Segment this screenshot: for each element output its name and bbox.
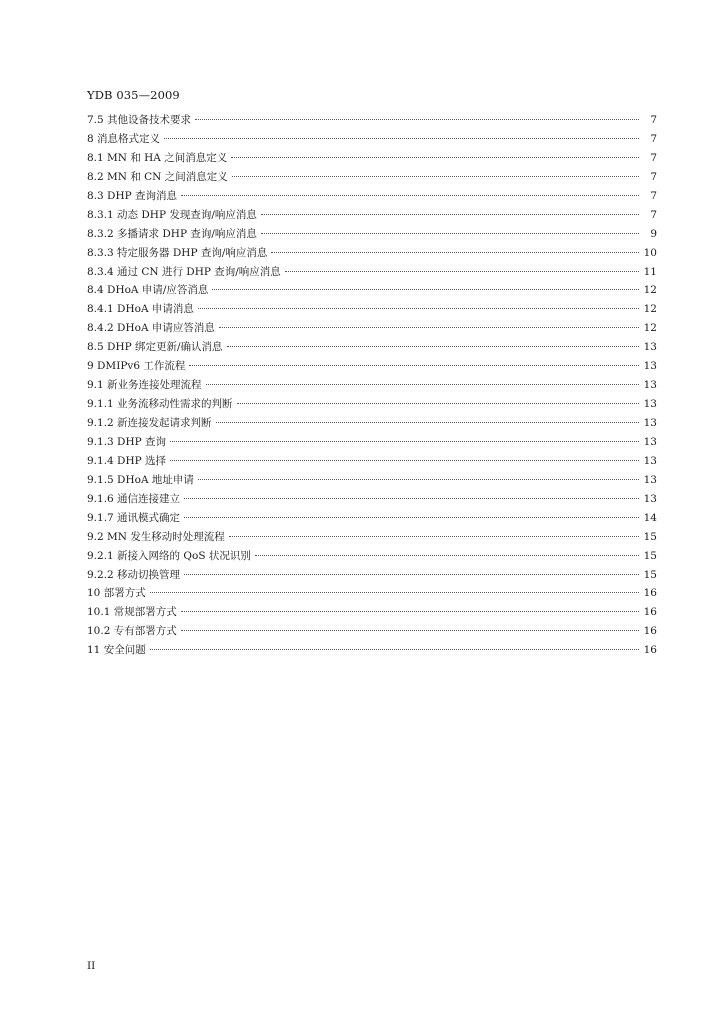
toc-entry-page: 13: [643, 473, 657, 486]
toc-dot-leader: [261, 221, 639, 234]
toc-entry-title: 8.3.4 通过 CN 进行 DHP 查询/响应消息: [87, 265, 281, 278]
toc-entry-page: 9: [650, 227, 657, 240]
toc-dot-leader: [227, 334, 639, 347]
toc-dot-leader: [181, 618, 639, 631]
toc-dot-leader: [216, 410, 639, 423]
toc-dot-leader: [181, 183, 639, 196]
toc-entry-page: 13: [643, 341, 657, 354]
toc-entry-page: 12: [643, 303, 657, 316]
toc-entry-title: 8.3 DHP 查询消息: [87, 189, 178, 202]
toc-dot-leader: [198, 467, 639, 480]
page-number: II: [87, 960, 96, 972]
toc-entry-title: 9.2.2 移动切换管理: [87, 568, 181, 581]
toc-entry-title: 9.1.4 DHP 选择: [87, 454, 167, 467]
toc-entry-page: 12: [643, 322, 657, 335]
toc-entry-page: 12: [643, 284, 657, 297]
toc-entry-page: 13: [643, 398, 657, 411]
toc-entry-page: 13: [643, 492, 657, 505]
toc-entry-page: 7: [650, 189, 657, 202]
toc-dot-leader: [164, 126, 639, 139]
toc-entry-title: 8.2 MN 和 CN 之间消息定义: [87, 170, 228, 183]
table-of-contents: [87, 110, 657, 659]
toc-dot-leader: [212, 277, 639, 290]
toc-entry-title: 9.1.5 DHoA 地址申请: [87, 473, 194, 486]
toc-entry-page: 7: [650, 151, 657, 164]
toc-entry-page: 7: [650, 208, 657, 221]
toc-entry-page: 10: [643, 246, 657, 259]
toc-dot-leader: [232, 164, 639, 177]
toc-entry-title: 9.1.3 DHP 查询: [87, 435, 167, 448]
toc-dot-leader: [219, 315, 639, 328]
toc-entry-title: 8.3.2 多播请求 DHP 查询/响应消息: [87, 227, 257, 240]
toc-entry-title: 8.1 MN 和 HA 之间消息定义: [87, 151, 228, 164]
document-code-header: YDB 035—2009: [87, 88, 180, 102]
toc-entry[interactable]: [87, 640, 657, 659]
toc-entry-title: 9.1.7 通讯模式确定: [87, 511, 181, 524]
toc-dot-leader: [195, 107, 639, 120]
toc-entry-page: 13: [643, 417, 657, 429]
toc-entry-page: 16: [643, 606, 657, 619]
toc-dot-leader: [255, 543, 639, 556]
toc-dot-leader: [150, 637, 639, 650]
toc-entry-page: 13: [643, 379, 657, 392]
toc-dot-leader: [231, 145, 639, 158]
toc-entry-title: 9.1.1 业务流移动性需求的判断: [87, 398, 233, 411]
toc-dot-leader: [206, 372, 639, 385]
toc-entry-page: 7: [650, 170, 657, 183]
toc-entry-page: 16: [643, 644, 657, 657]
toc-dot-leader: [189, 353, 639, 366]
toc-entry-title: 8.4 DHoA 申请/应答消息: [87, 284, 209, 297]
toc-entry-page: 11: [643, 265, 657, 278]
toc-entry-title: 9.1.6 通信连接建立: [87, 492, 181, 505]
toc-entry-page: 15: [643, 530, 657, 543]
toc-entry-title: 9.2 MN 发生移动时处理流程: [87, 530, 225, 543]
toc-entry-title: 9.2.1 新接入网络的 QoS 状况识别: [87, 549, 251, 562]
toc-entry-page: 13: [643, 435, 657, 448]
toc-entry-title: 10 部署方式: [87, 587, 146, 600]
toc-entry-title: 7.5 其他设备技术要求: [87, 114, 192, 126]
toc-entry-title: 8.3.3 特定服务器 DHP 查询/响应消息: [87, 246, 268, 259]
toc-entry-title: 8 消息格式定义: [87, 132, 161, 145]
toc-entry-title: 10.2 专有部署方式: [87, 625, 177, 638]
toc-entry-title: 8.4.1 DHoA 申请消息: [87, 303, 194, 316]
toc-entry-title: 10.1 常规部署方式: [87, 606, 177, 619]
toc-dot-leader: [150, 580, 639, 593]
toc-dot-leader: [170, 429, 639, 442]
toc-entry-page: 7: [650, 132, 657, 145]
toc-dot-leader: [170, 448, 639, 461]
toc-entry-page: 16: [643, 625, 657, 638]
toc-dot-leader: [285, 259, 639, 272]
toc-entry-page: 14: [643, 511, 657, 524]
toc-dot-leader: [184, 562, 639, 575]
toc-entry-page: 13: [643, 454, 657, 467]
toc-dot-leader: [184, 486, 639, 499]
toc-entry-title: 9 DMIPv6 工作流程: [87, 360, 186, 373]
toc-entry-title: 8.4.2 DHoA 申请应答消息: [87, 322, 215, 335]
toc-dot-leader: [229, 524, 639, 537]
toc-dot-leader: [181, 599, 639, 612]
toc-dot-leader: [237, 391, 639, 404]
toc-entry-page: 7: [650, 114, 657, 126]
toc-dot-leader: [198, 296, 639, 309]
toc-entry-title: 8.3.1 动态 DHP 发现查询/响应消息: [87, 208, 257, 221]
toc-entry-page: 15: [643, 549, 657, 562]
toc-entry-title: 9.1 新业务连接处理流程: [87, 379, 202, 392]
toc-dot-leader: [184, 505, 639, 518]
toc-entry-page: 16: [643, 587, 657, 600]
toc-entry-title: 9.1.2 新连接发起请求判断: [87, 417, 212, 429]
toc-entry-page: 13: [643, 360, 657, 373]
toc-dot-leader: [261, 202, 639, 215]
toc-dot-leader: [271, 240, 639, 253]
toc-entry-title: 11 安全问题: [87, 644, 146, 657]
toc-entry-title: 8.5 DHP 绑定更新/确认消息: [87, 341, 223, 354]
toc-entry-page: 15: [643, 568, 657, 581]
